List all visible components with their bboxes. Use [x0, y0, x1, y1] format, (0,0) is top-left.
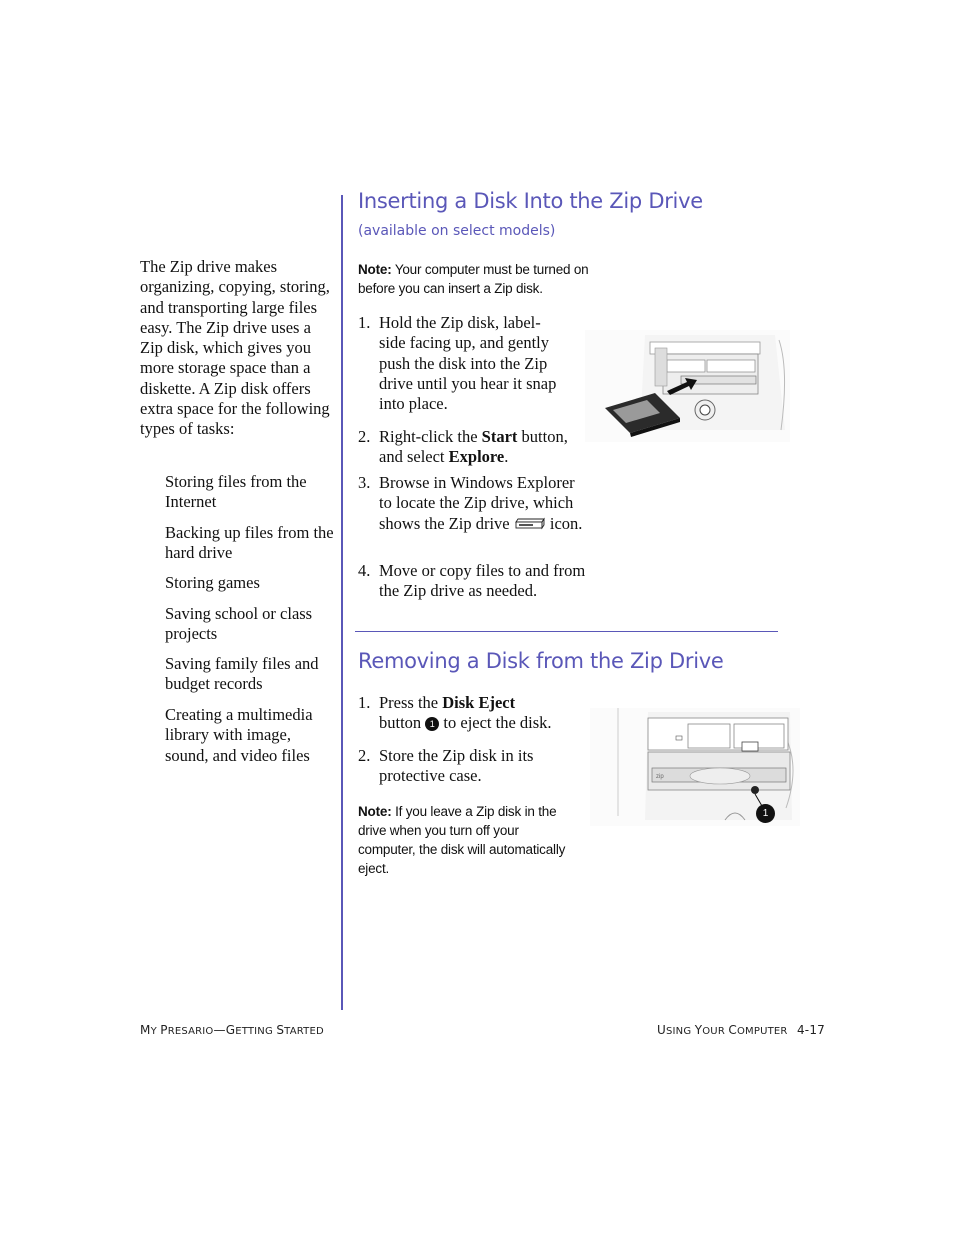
- figure-callout-1: 1: [756, 804, 775, 823]
- step-text: Press the Disk Eject button 1 to eject the disk.: [379, 693, 552, 733]
- callout-1-marker: 1: [425, 717, 439, 731]
- step-number: 2.: [358, 427, 371, 446]
- note-text: Your computer must be turned on before you can insert a Zip disk.: [358, 262, 589, 296]
- sidebar-intro: The Zip drive makes organizing, copying, storing, and transporting large files easy. The Zip drive uses a Zip disk, which gives you more storage space than a diskette. A Zip disk offers extra space for the following types of tasks:: [140, 257, 330, 439]
- zip-drive-icon: [514, 517, 546, 530]
- step-text: Move or copy files to and from the Zip drive as needed.: [379, 561, 586, 601]
- step-text: Hold the Zip disk, label-side facing up, and gently push the disk into the Zip drive until you hear it snap into place.: [379, 313, 557, 414]
- step-number: 1.: [358, 313, 371, 332]
- insert-disk-illustration: [585, 330, 790, 442]
- step-number: 1.: [358, 693, 371, 712]
- section-divider: [355, 631, 778, 632]
- note-label: Note:: [358, 262, 392, 277]
- remove-note: [358, 802, 576, 878]
- step-number: 3.: [358, 473, 371, 492]
- task-item: Storing files from the Internet: [165, 472, 307, 512]
- step-text: Right-click the Start button, and select Explore.: [379, 427, 568, 467]
- step-text: Store the Zip disk in its protective case.: [379, 746, 534, 786]
- remove-section-title: Removing a Disk from the Zip Drive: [358, 649, 724, 673]
- task-item: Storing games: [165, 573, 260, 592]
- page-number: 4-17: [796, 1023, 826, 1037]
- note-text: If you leave a Zip disk in the drive when you turn off your computer, the disk will automatically eject.: [358, 804, 566, 876]
- note-label: Note:: [358, 804, 392, 819]
- insert-section-subtitle: (available on select models): [358, 223, 556, 239]
- insert-note: [358, 260, 598, 298]
- footer-left: MY PRESARIO—GETTING STARTED: [140, 1023, 324, 1037]
- task-item: Backing up files from the hard drive: [165, 523, 334, 563]
- step-text: Browse in Windows Explorer to locate the Zip drive, which shows the Zip drive icon.: [379, 473, 583, 533]
- step-number: 2.: [358, 746, 371, 765]
- step-number: 4.: [358, 561, 371, 580]
- svg-text:zip: zip: [656, 774, 664, 780]
- footer-right: USING YOUR COMPUTER 4-17: [657, 1023, 826, 1037]
- task-item: Saving school or class projects: [165, 604, 313, 644]
- insert-section-title: Inserting a Disk Into the Zip Drive: [358, 189, 703, 213]
- task-item: Creating a multimedia library with image, sound, and video files: [165, 705, 313, 765]
- column-divider: [341, 195, 343, 1010]
- task-item: Saving family files and budget records: [165, 654, 319, 694]
